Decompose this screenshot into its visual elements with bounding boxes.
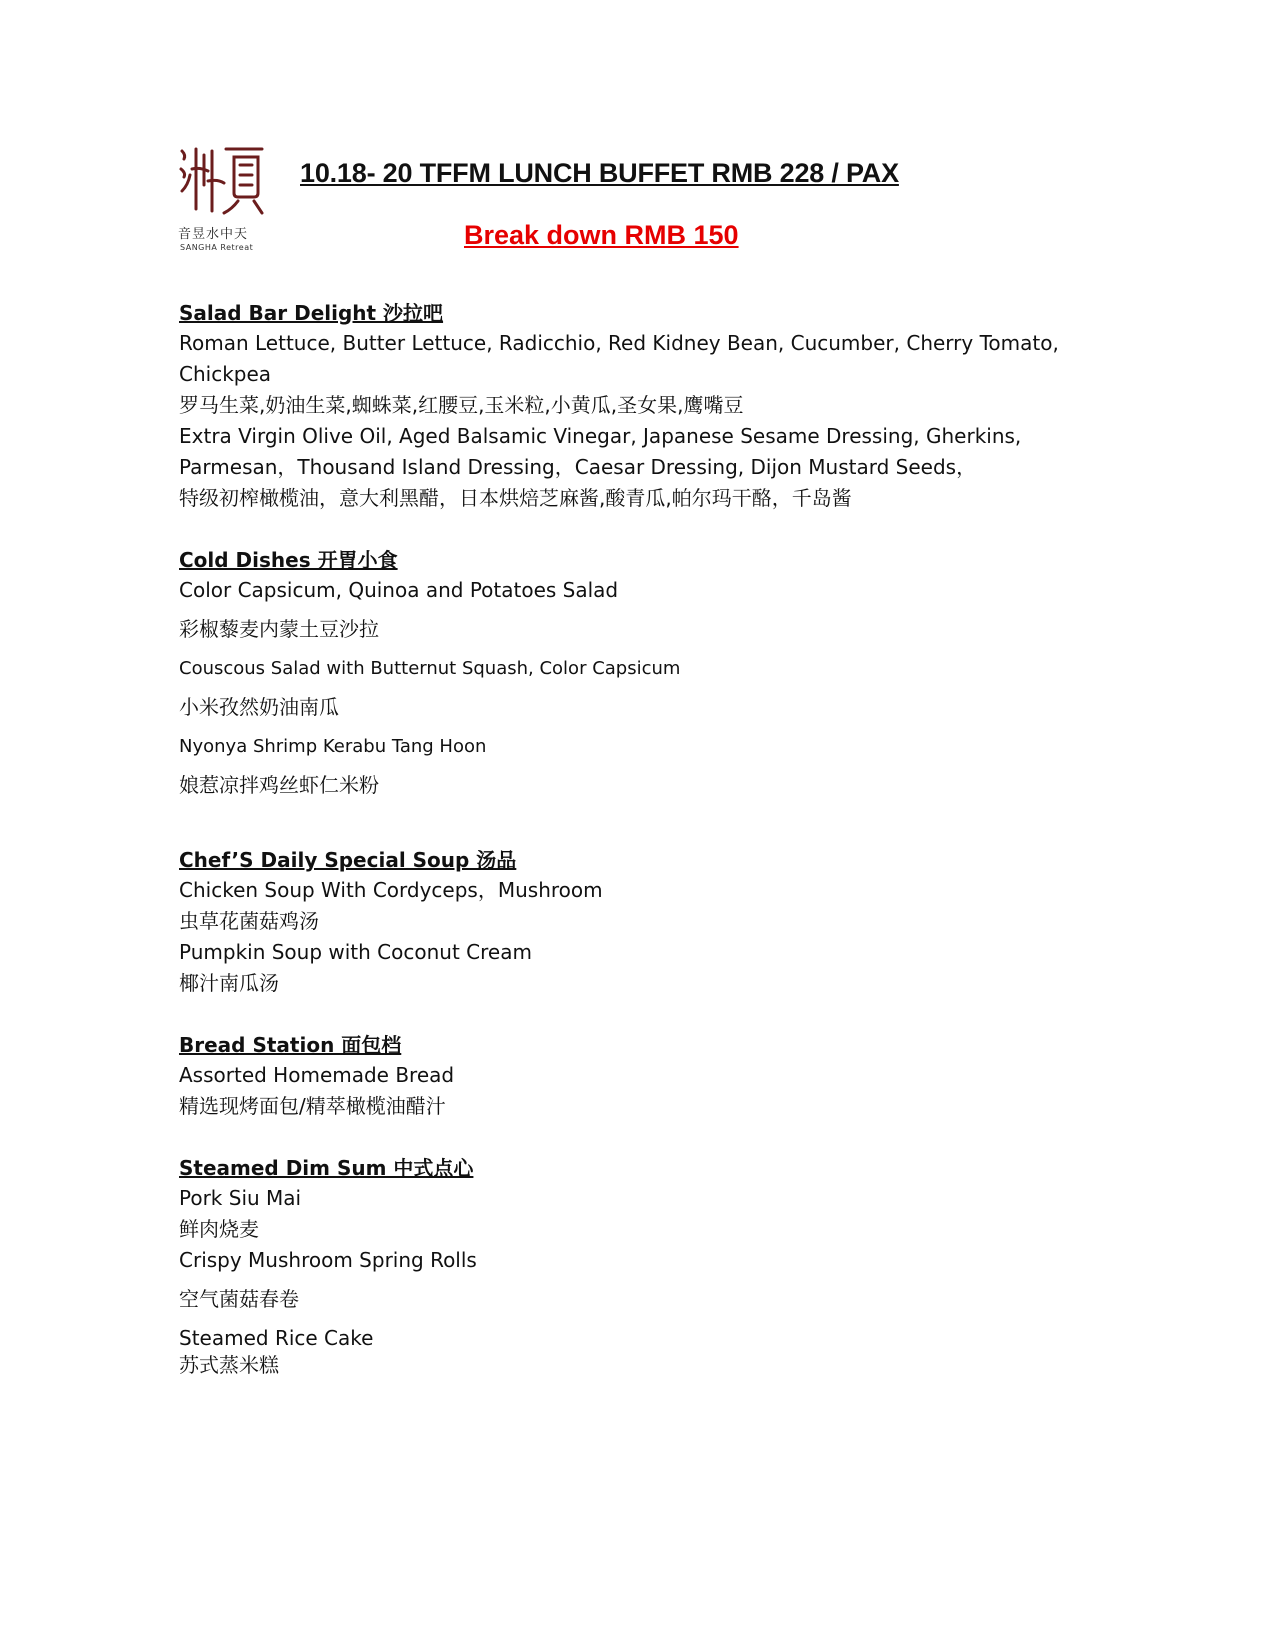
menu-item: 罗马生菜,奶油生菜,蜘蛛菜,红腰豆,玉米粒,小黄瓜,圣女果,鹰嘴豆 <box>179 393 744 417</box>
menu-item: Crispy Mushroom Spring Rolls <box>179 1248 477 1272</box>
brand-name-en: SANGHA Retreat <box>180 243 254 252</box>
section-bread-station <box>179 1030 1079 1122</box>
menu-item: Assorted Homemade Bread <box>179 1063 455 1087</box>
menu-item: Couscous Salad with Butternut Squash, Color Capsicum <box>179 658 681 679</box>
menu-item: Nyonya Shrimp Kerabu Tang Hoon <box>179 736 487 757</box>
menu-item: Parmesan，Thousand Island Dressing，Caesar Dressing, Dijon Mustard Seeds， <box>179 455 977 479</box>
menu-item: Roman Lettuce, Butter Lettuce, Radicchio, Red Kidney Bean, Cucumber, Cherry Tomato, <box>179 331 1059 355</box>
page-subtitle: Break down RMB 150 <box>464 220 739 250</box>
menu-item: 虫草花菌菇鸡汤 <box>179 909 319 933</box>
menu-item: Steamed Rice Cake <box>179 1326 374 1350</box>
section-title: Chef’S Daily Special Soup 汤品 <box>179 848 517 872</box>
section-salad-bar <box>179 298 1079 514</box>
menu-item: 小米孜然奶油南瓜 <box>179 695 339 719</box>
menu-item: Color Capsicum, Quinoa and Potatoes Salad <box>179 578 619 602</box>
logo-calligraphy-icon <box>178 145 264 217</box>
menu-item: 特级初榨橄榄油，意大利黑醋，日本烘焙芝麻酱,酸青瓜,帕尔玛干酪，千岛酱 <box>179 486 852 510</box>
menu-item: Extra Virgin Olive Oil, Aged Balsamic Vinegar, Japanese Sesame Dressing, Gherkins, <box>179 424 1022 448</box>
brand-name-cn: 音昱水中天 <box>178 227 249 242</box>
menu-item: Chicken Soup With Cordyceps，Mushroom <box>179 878 603 902</box>
menu-item: Pumpkin Soup with Coconut Cream <box>179 940 532 964</box>
menu-item: 娘惹凉拌鸡丝虾仁米粉 <box>179 773 379 797</box>
menu-item: 彩椒藜麦内蒙土豆沙拉 <box>179 617 379 641</box>
section-title: Steamed Dim Sum 中式点心 <box>179 1156 474 1180</box>
section-title: Bread Station 面包档 <box>179 1033 402 1057</box>
section-soup <box>179 845 1079 999</box>
section-title: Salad Bar Delight 沙拉吧 <box>179 301 444 325</box>
section-title: Cold Dishes 开胃小食 <box>179 548 398 572</box>
menu-item: 空气菌菇春卷 <box>179 1287 299 1311</box>
page-title: 10.18- 20 TFFM LUNCH BUFFET RMB 228 / PAX <box>300 158 899 188</box>
menu-item: 椰汁南瓜汤 <box>179 971 279 995</box>
section-cold-dishes <box>179 545 1079 801</box>
menu-item: Pork Siu Mai <box>179 1186 302 1210</box>
menu-item: 鲜肉烧麦 <box>179 1217 259 1241</box>
brand-logo <box>178 145 288 265</box>
menu-item: Chickpea <box>179 362 272 386</box>
section-dim-sum <box>179 1153 1079 1381</box>
menu-item: 苏式蒸米糕 <box>179 1353 279 1377</box>
menu-item: 精选现烤面包/精萃橄榄油醋汁 <box>179 1094 446 1118</box>
